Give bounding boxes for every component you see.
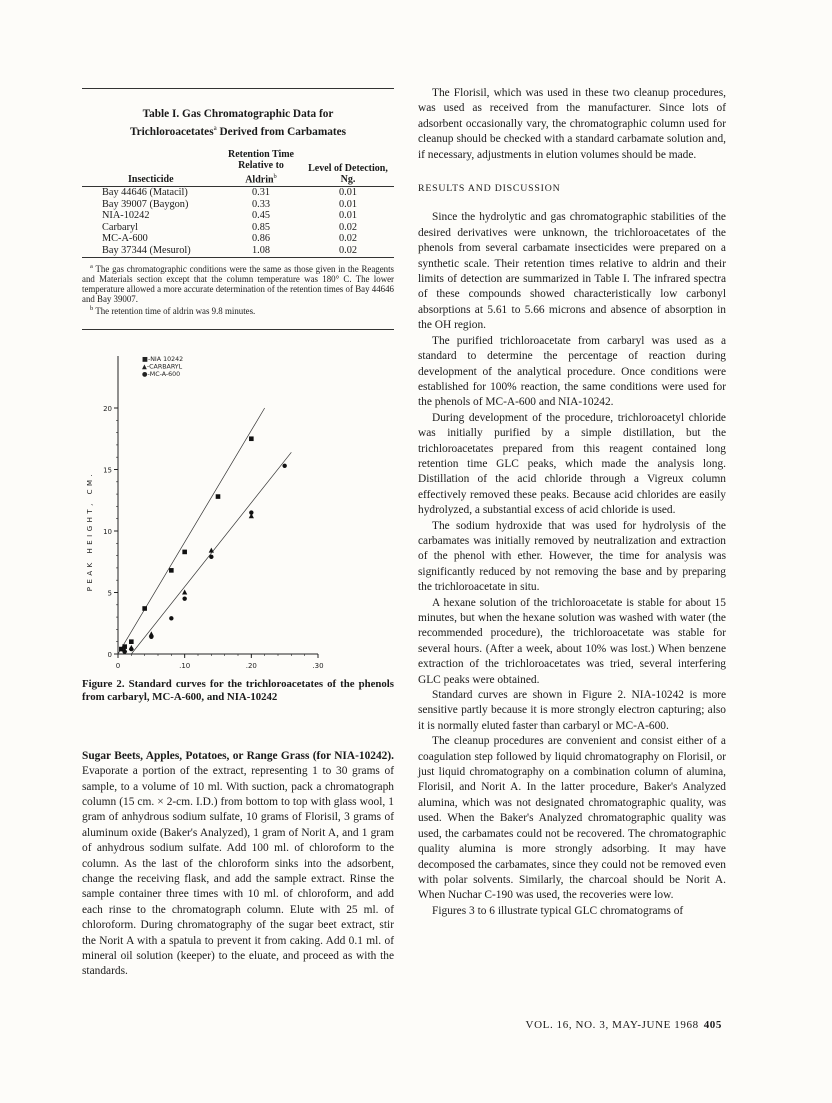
data-point-mc-a-600 — [149, 634, 153, 638]
journal-issue: VOL. 16, NO. 3, MAY-JUNE 1968 — [525, 1019, 699, 1031]
cell-detection: 0.01 — [338, 198, 358, 210]
y-tick-label: 0 — [107, 650, 112, 659]
cell-retention: 1.08 — [251, 245, 271, 257]
data-point-mc-a-600 — [122, 649, 126, 653]
data-point-nia-10242 — [169, 568, 174, 573]
paragraph-florisil: The Florisil, which was used in these two cleanup procedures, was used as received from the manufacturer. Since lots of adsorbent occasionally vary, the chromatographic column used for cleanup should be checked with a standard carbamate solution and, if necessary, adjustments in elution volumes should be made. — [418, 87, 726, 161]
figure-2 — [82, 346, 394, 678]
data-point-mc-a-600 — [182, 596, 186, 600]
data-point-mc-a-600 — [209, 554, 213, 558]
x-tick-label: 0 — [115, 661, 121, 670]
cell-insecticide: Bay 37344 (Mesurol) — [102, 245, 191, 257]
paragraph-cleanup: The cleanup procedures are convenient and consist either of a coagulation step followed by liquid chromatography on Florisil, or just liquid chromatography on a combination column of alumina, Florisil, and Norit A. In the latter procedure, Baker's Analyzed alumina, which was not designated chromatographic quality, was used. When the Baker's Analyzed chromatographic quality was used, the carbamates could not be recovered. The chromatographic quality alumina is more strongly adsorbing. It may have decomposed the carbamates, since they could not be removed even with polar solvents. Similarly, the charcoal should be Norit A. When Nuchar C-190 was used, the recoveries were low. — [418, 735, 726, 902]
cell-retention: 0.86 — [251, 233, 271, 245]
chart-legend — [142, 356, 183, 378]
right-column — [418, 86, 726, 919]
cell-retention: 0.33 — [251, 198, 271, 210]
header-detection: Level of Detection, Ng. — [308, 163, 388, 186]
cell-insecticide: Carbaryl — [102, 221, 139, 233]
table-title — [82, 107, 394, 139]
cell-insecticide: MC-A-600 — [102, 233, 148, 245]
table-title-footnote-mark: a — [213, 124, 217, 132]
legend-entry: ●-MC-A-600 — [142, 370, 181, 378]
cell-insecticide: Bay 44646 (Matacil) — [102, 187, 188, 199]
data-point-mc-a-600 — [129, 646, 133, 650]
data-point-nia-10242 — [182, 549, 187, 554]
table-row — [82, 222, 394, 234]
paragraph-hexane: A hexane solution of the trichloroacetate is stable for about 15 minutes, but when the hexane solution was washed with water (the recommended procedure), the trichloroacetate was stable for several hours. (After a week, about 10% was lost.) When benzene extraction of the trichloroacetates was tried, several interfering GLC peaks were obtained. — [418, 596, 726, 686]
data-point-nia-10242 — [129, 639, 134, 644]
cell-insecticide: NIA-10242 — [102, 210, 150, 222]
page-number: 405 — [703, 1019, 722, 1031]
table-footnotes — [82, 262, 394, 316]
paragraph-figures: Figures 3 to 6 illustrate typical GLC chromatograms of — [432, 904, 684, 917]
left-paragraph — [82, 749, 394, 980]
header-insecticide: Insecticide — [128, 174, 174, 186]
chart-ticks — [103, 405, 323, 670]
y-tick-label: 5 — [107, 589, 112, 598]
left-column — [82, 88, 394, 980]
footnote-a: $^a$ The gas chromatographic conditions were the same as those given in the Reagents and Materials section except that the column temperature was 180° C. The lower temperature allowed a more accurate determination of the retention times of Bay 44646 and Bay 39007. — [82, 262, 394, 304]
data-point-nia-10242 — [216, 494, 221, 499]
table-top-rule — [82, 88, 394, 89]
chart-axes — [118, 356, 318, 654]
table-row — [82, 245, 394, 257]
cell-detection: 0.01 — [338, 210, 358, 222]
paragraph-stabilities: Since the hydrolytic and gas chromatographic stabilities of the desired derivatives were unknown, the trichloroacetates of the phenols from several carbamate insecticides were prepared on a synthetic scale. Their retention times relative to aldrin and their limits of detection are summarized in Table I. The infrared spectra of these compounds showed characteristically low carbonyl absorptions at 5.61 to 5.66 microns and absence of absorption in the OH region. — [418, 211, 726, 332]
x-tick-label: .10 — [179, 661, 191, 670]
page-footer — [526, 1019, 722, 1031]
fit-line — [118, 408, 265, 654]
table-title-line1: Table I. Gas Chromatographic Data for — [142, 108, 334, 120]
paragraph-carbaryl-standard: The purified trichloroacetate from carbaryl was used as a standard to determine the percentage of reaction during development of the analytical procedure. Once conditions were established for 100% reaction, the same conditions were used for the phenols of MC-A-600 and NIA-10242. — [418, 334, 726, 409]
paragraph-distillation: During development of the procedure, trichloroacetyl chloride was initially purified by a simple distillation, but the trichloroacetates prepared from this reagent contained long retention time GLC peaks, which made the analysis long. Distillation of the acid chloride through a Vigreux column effectively removed these peaks. Because acid chlorides are easily hydrolyzed, a substantial excess of acid chloride is used. — [418, 411, 726, 517]
x-tick-label: .20 — [245, 661, 257, 670]
cell-retention: 0.31 — [251, 187, 271, 199]
data-point-carbaryl — [209, 547, 214, 552]
chart-labels — [86, 470, 261, 677]
fit-line — [131, 452, 291, 654]
data-point-mc-a-600 — [169, 616, 173, 620]
header-retention: Retention Time Relative to Aldrin$^b$ — [227, 148, 294, 186]
paragraph-standard-curves: Standard curves are shown in Figure 2. NIA-10242 is more sensitive partly because it is more strongly electron capturing; also it is normally eluted faster than carbaryl or MC-A-600. — [418, 689, 726, 732]
y-tick-label: 10 — [103, 527, 112, 536]
paragraph-text: Evaporate a portion of the extract, representing 1 to 30 grams of sample, to a volume of 10 ml. With suction, pack a chromatograph column (15 cm. × 2-cm. I.D.) from bottom to top with glass wool, 1 gram of anhydrous sodium sulfate, 10 grams of Florisil, 3 grams of aluminum oxide (Baker's Analyzed), 1 gram of Norit A, and 1 gram of anhydrous sodium sulfate. Add 100 ml. of chloroform to the column. As the last of the chloroform sinks into the adsorbent, change the receiving flask, and add the sample extract. Rinse the sample container three times with 10 ml. of chloroform, and add each rinse to the chromatograph column. Elute with 25 ml. of chloroform. During chromatography of the sugar beet extract, stir the Norit A with a spatula to prevent it from caking. Add 0.1 ml. of mineral oil solution (keeper) to the eluate, and proceed as with the standards. — [82, 765, 394, 978]
table-row — [82, 233, 394, 245]
data-point-nia-10242 — [249, 436, 254, 441]
chart-marks — [119, 436, 287, 653]
chart-fit-lines — [118, 408, 291, 654]
section-heading: RESULTS AND DISCUSSION — [418, 183, 561, 195]
y-tick-label: 15 — [103, 466, 112, 475]
cell-detection: 0.02 — [338, 221, 358, 233]
table-body — [82, 187, 394, 258]
cell-detection: 0.01 — [338, 187, 358, 199]
y-axis-label: PEAK HEIGHT, CM. — [86, 470, 94, 591]
cell-retention: 0.85 — [251, 221, 271, 233]
figure-caption: Figure 2. Standard curves for the trichloroacetates of the phenols from carbaryl, MC-A-600, and NIA-10242 — [82, 677, 394, 704]
cell-insecticide: Bay 39007 (Baygon) — [102, 198, 189, 210]
table-header-row — [82, 149, 394, 187]
data-point-nia-10242 — [142, 606, 147, 611]
cell-detection: 0.02 — [338, 245, 358, 257]
x-tick-label: .30 — [312, 661, 324, 670]
legend-entry: ▲-CARBARYL — [142, 363, 183, 371]
data-point-mc-a-600 — [249, 510, 253, 514]
data-point-mc-a-600 — [282, 463, 286, 467]
footnote-b: $^b$ The retention time of aldrin was 9.8 minutes. — [90, 304, 256, 316]
table-bottom-rule — [82, 329, 394, 330]
data-point-carbaryl — [182, 589, 187, 594]
y-tick-label: 20 — [103, 404, 112, 413]
data-table — [82, 149, 394, 258]
legend-entry: ■-NIA 10242 — [142, 355, 184, 363]
table-row — [82, 187, 394, 199]
paragraph-lead: Sugar Beets, Apples, Potatoes, or Range Grass (for NIA-10242). — [82, 749, 394, 762]
table-title-line2: Trichloroacetates$^a$ Derived from Carbamates — [129, 124, 347, 138]
standard-curves-chart — [82, 346, 394, 678]
table-row — [82, 210, 394, 222]
table-row — [82, 199, 394, 211]
cell-detection: 0.02 — [338, 233, 358, 245]
paragraph-hydroxide: The sodium hydroxide that was used for hydrolysis of the carbamates was initially removed by neutralization and extraction of the phenol with ether. However, the time for analysis was significantly reduced by not removing the base and by preparing the trichloroacetate in situ. — [418, 519, 726, 594]
cell-retention: 0.45 — [251, 210, 271, 222]
